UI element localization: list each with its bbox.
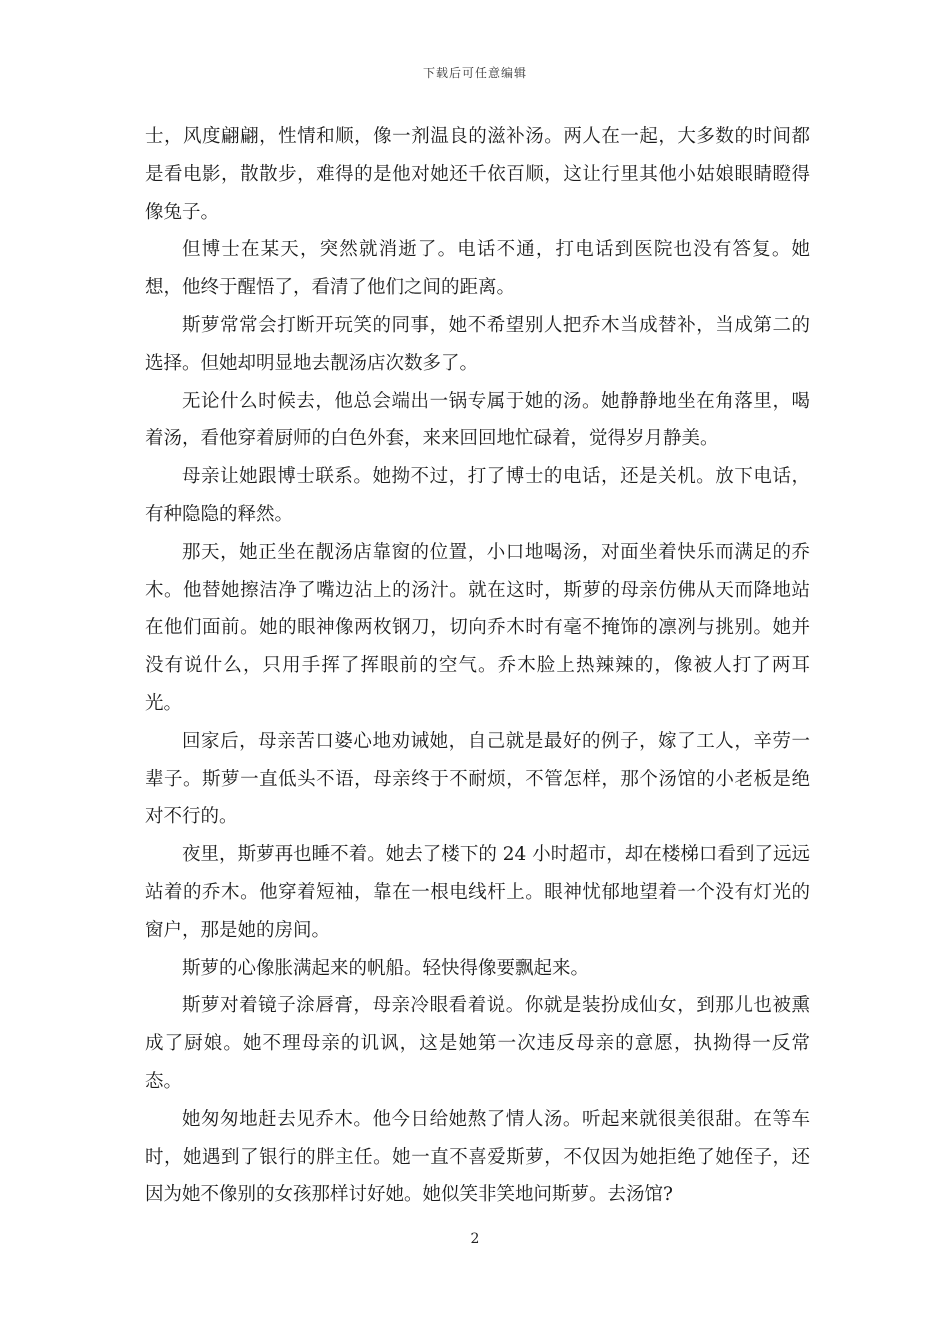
paragraph-7: 回家后，母亲苦口婆心地劝诫她，自己就是最好的例子，嫁了工人，辛劳一辈子。斯萝一直低头不语，母亲终于不耐烦，不管怎样，那个汤馆的小老板是绝对不行的。 (145, 730, 810, 828)
page-header: 下载后可任意编辑 (422, 66, 527, 80)
paragraph-3: 斯萝常常会打断开玩笑的同事，她不希望别人把乔木当成替补，当成第二的选择。但她却明显地去靓汤店次数多了。 (145, 314, 810, 374)
page-number: 2 (470, 1231, 480, 1247)
paragraph-1: 士，风度翩翩，性情和顺，像一剂温良的滋补汤。两人在一起，大多数的时间都是看电影，散散步，难得的是他对她还千依百顺，这让行里其他小姑娘眼睛瞪得像兔子。 (145, 126, 810, 223)
paragraph-6: 那天，她正坐在靓汤店靠窗的位置，小口地喝汤，对面坐着快乐而满足的乔木。他替她擦洁净了嘴边沾上的汤汁。就在这时，斯萝的母亲仿佛从天而降地站在他们面前。她的眼神像两枚钢刀，切向乔木时有毫不掩饰的凛冽与挑别。她并没有说什么，只用手挥了挥眼前的空气。乔木脸上热辣辣的，像被人打了两耳光。 (145, 541, 810, 714)
paragraph-8: 夜里，斯萝再也睡不着。她去了楼下的 24 小时超市，却在楼梯口看到了远远站着的乔木。他穿着短袖，靠在一根电线杆上。眼神忧郁地望着一个没有灯光的窗户，那是她的房间。 (145, 844, 810, 941)
paragraph-11: 她匆匆地赶去见乔木。他今日给她熬了情人汤。听起来就很美很甜。在等车时，她遇到了银行的胖主任。她一直不喜爱斯萝，不仅因为她拒绝了她侄子，还因为她不像别的女孩那样讨好她。她似笑非笑地问斯萝。去汤馆? (145, 1108, 810, 1206)
paragraph-10: 斯萝对着镜子涂唇膏，母亲冷眼看着说。你就是装扮成仙女，到那儿也被熏成了厨娘。她不理母亲的讥讽，这是她第一次违反母亲的意愿，执拗得一反常态。 (145, 995, 810, 1092)
paragraph-5: 母亲让她跟博士联系。她拗不过，打了博士的电话，还是关机。放下电话，有种隐隐的释然。 (145, 466, 810, 525)
paragraph-4: 无论什么时候去，他总会端出一锅专属于她的汤。她静静地坐在角落里，喝着汤，看他穿着厨师的白色外套，来来回回地忙碌着，觉得岁月静美。 (145, 390, 810, 450)
paragraph-9: 斯萝的心像胀满起来的帆船。轻快得像要飘起来。 (182, 957, 590, 979)
document-body (145, 118, 810, 1214)
paragraph-2: 但博士在某天，突然就消逝了。电话不通，打电话到医院也没有答复。她想，他终于醒悟了，看清了他们之间的距离。 (145, 239, 810, 299)
